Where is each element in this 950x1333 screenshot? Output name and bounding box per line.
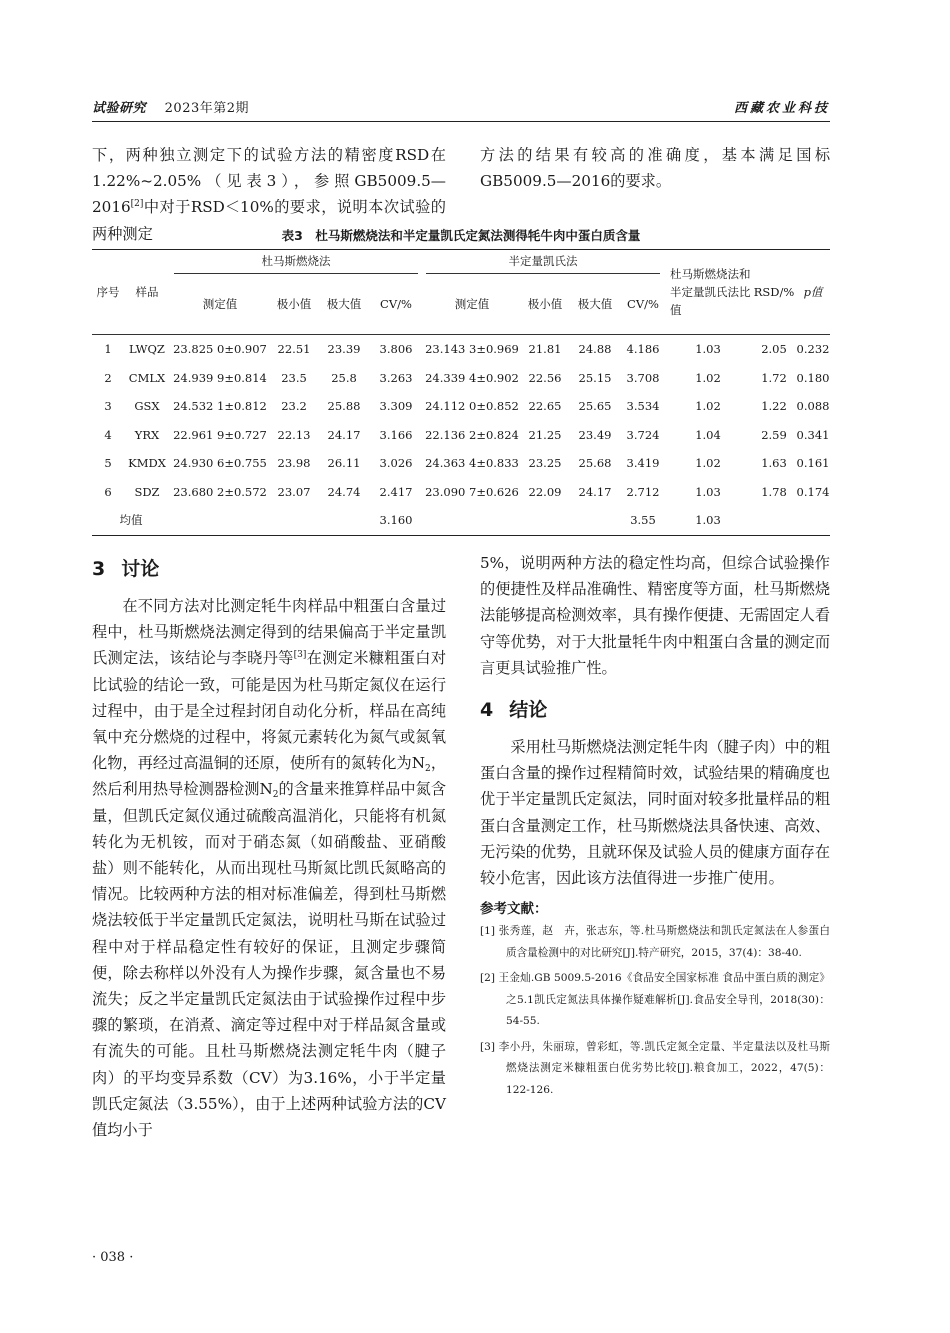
section-3-paragraph-2: 5%，说明两种方法的稳定性均高，但综合试验操作的便捷性及样品准确性、精密度等方面，杜马斯燃烧法能够提高检测效率，具有操作便捷、无需固定人看守等优势，对于大批量牦牛肉中粗蛋白含量的测定而言更具试验推广性。	[480, 554, 830, 677]
table-cell-s: CMLX	[128, 370, 166, 385]
citation-2: [2]	[130, 199, 144, 210]
mean-ratio: 1.03	[664, 506, 752, 535]
table-cell-dmax: 26.11	[327, 456, 361, 471]
table-row	[92, 364, 830, 393]
table-cell-n: 6	[104, 484, 112, 499]
table-cell-p: 0.232	[796, 342, 830, 357]
top-left-tail: 中对于RSD＜10%的要求，说明本次试验的两种测定	[92, 198, 446, 243]
table-cell-kmin: 21.81	[528, 342, 562, 357]
table-cell-dmin: 23.5	[281, 370, 307, 385]
header-kjeldahl-cv: CV/%	[622, 274, 664, 335]
table-cell-kmax: 25.65	[578, 399, 612, 414]
section-4-paragraph: 采用杜马斯燃烧法测定牦牛肉（腱子肉）中的粗蛋白含量的操作过程精简时效，试验结果的精确度也优于半定量凯氏定氮法，同时面对较多批量样品的粗蛋白含量测定工作，杜马斯燃烧法具备快速、高效、无污染的优势，且就环保及试验人员的健康方面存在较小危害，因此该方法值得进一步推广使用。	[480, 738, 830, 888]
top-left-text: 下，两种独立测定下的试验方法的精密度RSD在1.22%~2.05%（见表3），参照GB5009.5—2016	[92, 146, 446, 217]
header-dumas-max: 极大值	[318, 274, 370, 335]
table-cell-rsd: 2.59	[761, 427, 787, 442]
header-sample: 样品	[124, 250, 170, 335]
table-cell-n: 5	[104, 456, 112, 471]
mean-kjeldahl-cv: 3.55	[622, 506, 664, 535]
table-cell-kcv: 4.186	[626, 342, 660, 357]
table-row	[92, 478, 830, 507]
header-dumas-measured: 测定值	[170, 274, 270, 335]
table-cell-kcv: 3.708	[626, 370, 660, 385]
header-ratio: 杜马斯燃烧法和半定量凯氏法比值	[664, 250, 752, 335]
table-cell-dmin: 23.98	[277, 456, 311, 471]
table-cell-d: 23.680 2±0.572	[173, 484, 267, 499]
page-number: · 038 ·	[92, 1250, 134, 1265]
table-cell-kcv: 3.724	[626, 427, 660, 442]
table-cell-k: 22.136 2±0.824	[425, 427, 519, 442]
table-cell-s: GSX	[134, 399, 160, 414]
left-column	[92, 554, 446, 1143]
table-cell-kmax: 23.49	[578, 427, 612, 442]
table-cell-d: 24.930 6±0.755	[173, 456, 267, 471]
table-title: 表3 杜马斯燃烧法和半定量凯氏定氮法测得牦牛肉中蛋白质含量	[281, 228, 641, 243]
table-cell-kmin: 23.25	[528, 456, 562, 471]
table-cell-d: 22.961 9±0.727	[173, 427, 267, 442]
header-p: p值	[796, 250, 830, 335]
table-cell-k: 24.339 4±0.902	[425, 370, 519, 385]
table-cell-d: 24.532 1±0.812	[173, 399, 267, 414]
mean-dumas-cv: 3.160	[370, 506, 422, 535]
table-cell-dmin: 22.13	[277, 427, 311, 442]
table-cell-k: 23.143 3±0.969	[425, 342, 519, 357]
header-dumas-min: 极小值	[270, 274, 318, 335]
table-row	[92, 335, 830, 364]
header-rule	[92, 121, 830, 122]
table-cell-dcv: 2.417	[379, 484, 413, 499]
table-cell-dmax: 23.39	[327, 342, 361, 357]
table-cell-s: KMDX	[128, 456, 166, 471]
running-header-right: 西藏农业科技	[733, 101, 830, 116]
table-cell-rsd: 1.78	[761, 484, 787, 499]
table-cell-n: 1	[104, 342, 112, 357]
table-cell-dcv: 3.026	[379, 456, 413, 471]
table-cell-d: 24.939 9±0.814	[173, 370, 267, 385]
table-cell-kmax: 24.88	[578, 342, 612, 357]
table-cell-kcv: 3.534	[626, 399, 660, 414]
reference-3: [3] 李小丹，朱丽琼，曾彩虹，等.凯氏定氮全定量、半定量法以及杜马斯燃烧法测定米糠粗蛋白优劣势比较[J].粮食加工，2022，47(5)：122-126.	[480, 1040, 830, 1096]
header-seq: 序号	[92, 250, 124, 335]
table-cell-d: 23.825 0±0.907	[173, 342, 267, 357]
mean-label: 均值	[92, 506, 170, 535]
table-cell-ratio: 1.03	[695, 484, 721, 499]
table-cell-kmin: 22.56	[528, 370, 562, 385]
table-cell-dmin: 22.51	[277, 342, 311, 357]
table-cell-kmin: 22.09	[528, 484, 562, 499]
table-row	[92, 392, 830, 421]
table-cell-dcv: 3.263	[379, 370, 413, 385]
table-cell-kmax: 24.17	[578, 484, 612, 499]
table-cell-p: 0.088	[796, 399, 830, 414]
table-cell-rsd: 1.63	[761, 456, 787, 471]
citation-3: [3]	[293, 650, 307, 661]
table-cell-ratio: 1.04	[695, 427, 721, 442]
table-cell-p: 0.161	[796, 456, 830, 471]
table-cell-kmax: 25.15	[578, 370, 612, 385]
reference-1: [1] 张秀莲，赵 卉，张志东，等.杜马斯燃烧法和凯氏定氮法在人参蛋白质含量检测中的对比研究[J].特产研究，2015，37(4)：38-40.	[480, 925, 830, 959]
running-header-left	[92, 97, 249, 116]
header-kjeldahl-max: 极大值	[568, 274, 622, 335]
section-3-paragraph-1: 在不同方法对比测定牦牛肉样品中粗蛋白含量过程中，杜马斯燃烧法测定得到的结果偏高于半定量凯氏测定法，该结论与李晓丹等[3]在测定米糠粗蛋白对比试验的结论一致，可能是因为杜马斯定氮仪在运行过程中，由于是全过程封闭自动化分析，样品在高纯氧中充分燃烧的过程中，将氮元素转化为氮气或氮氧化物，再经过高温铜的还原，使所有的氮转化为$N_2$，然后利用热导检测器检测$N_2$的含量来推算样品中氮含量，但凯氏定氮仪通过硫酸高温消化，只能将有机氮转化为无机铵，而对于硝态氮（如硝酸盐、亚硝酸盐）则不能转化，从而出现杜马斯氮比凯氏氮略高的情况。比较两种方法的相对标准偏差，得到杜马斯燃烧法较低于半定量凯氏定氮法，说明杜马斯在试验过程中对于样品稳定性有较好的保证，且测定步骤简便，除去称样以外没有人为操作步骤，氮含量也不易流失；反之半定量凯氏定氮法由于试验操作过程中步骤的繁琐，在消煮、滴定等过程中对于样品氮含量或有流失的可能。且杜马斯燃烧法测定牦牛肉（腱子肉）的平均变异系数（CV）为3.16%，小于半定量凯氏定氮法（3.55%），由于上述两种试验方法的CV值均小于	[92, 597, 447, 1140]
table-cell-s: SDZ	[134, 484, 160, 499]
issue-label: 2023年第2期	[164, 101, 250, 116]
table-cell-kmin: 21.25	[528, 427, 562, 442]
header-group-dumas: 杜马斯燃烧法	[170, 250, 422, 275]
table-cell-ratio: 1.02	[695, 399, 721, 414]
table-cell-dmax: 25.88	[327, 399, 361, 414]
table-row	[92, 421, 830, 450]
header-group-kjeldahl: 半定量凯氏法	[422, 250, 664, 275]
table-cell-kcv: 2.712	[626, 484, 660, 499]
table-cell-rsd: 2.05	[761, 342, 787, 357]
journal-section: 试验研究	[92, 101, 147, 116]
table-cell-p: 0.341	[796, 427, 830, 442]
table-cell-dcv: 3.309	[379, 399, 413, 414]
header-kjeldahl-measured: 测定值	[422, 274, 522, 335]
table-cell-dmin: 23.2	[281, 399, 307, 414]
reference-2: [2] 王金灿.GB 5009.5-2016《食品安全国家标准 食品中蛋白质的测定》之5.1凯氏定氮法具体操作疑难解析[J].食品安全导刊，2018(30)：54-55.	[480, 972, 830, 1028]
table-cell-dmax: 24.17	[327, 427, 361, 442]
table-cell-kmin: 22.65	[528, 399, 562, 414]
table-cell-kcv: 3.419	[626, 456, 660, 471]
table-cell-s: LWQZ	[129, 342, 165, 357]
table-cell-p: 0.180	[796, 370, 830, 385]
table-cell-k: 23.090 7±0.626	[425, 484, 519, 499]
table-cell-p: 0.174	[796, 484, 830, 499]
header-rsd: RSD/%	[752, 250, 796, 335]
table-row	[92, 449, 830, 478]
table-cell-ratio: 1.02	[695, 456, 721, 471]
header-kjeldahl-min: 极小值	[522, 274, 568, 335]
top-right-paragraph: 方法的结果有较高的准确度，基本满足国标GB5009.5—2016的要求。	[480, 146, 830, 191]
table-cell-s: YRX	[134, 427, 160, 442]
protein-table	[92, 249, 830, 536]
right-column	[480, 550, 830, 1105]
table-cell-k: 24.363 4±0.833	[425, 456, 519, 471]
table-cell-k: 24.112 0±0.852	[425, 399, 519, 414]
table-cell-n: 3	[104, 399, 112, 414]
table-cell-dmin: 23.07	[277, 484, 311, 499]
table-cell-n: 2	[104, 370, 112, 385]
table-cell-n: 4	[104, 427, 112, 442]
section-4-heading: 4 结论	[480, 699, 548, 722]
table-cell-dcv: 3.166	[379, 427, 413, 442]
table-cell-dcv: 3.806	[379, 342, 413, 357]
table-cell-rsd: 1.22	[761, 399, 787, 414]
table-cell-rsd: 1.72	[761, 370, 787, 385]
table-cell-ratio: 1.02	[695, 370, 721, 385]
section-3-heading: 3 讨论	[92, 558, 160, 580]
table-cell-kmax: 25.68	[578, 456, 612, 471]
table-cell-dmax: 25.8	[331, 370, 357, 385]
references-heading: 参考文献：	[480, 901, 548, 918]
table-cell-ratio: 1.03	[695, 342, 721, 357]
table-cell-dmax: 24.74	[327, 484, 361, 499]
header-dumas-cv: CV/%	[370, 274, 422, 335]
